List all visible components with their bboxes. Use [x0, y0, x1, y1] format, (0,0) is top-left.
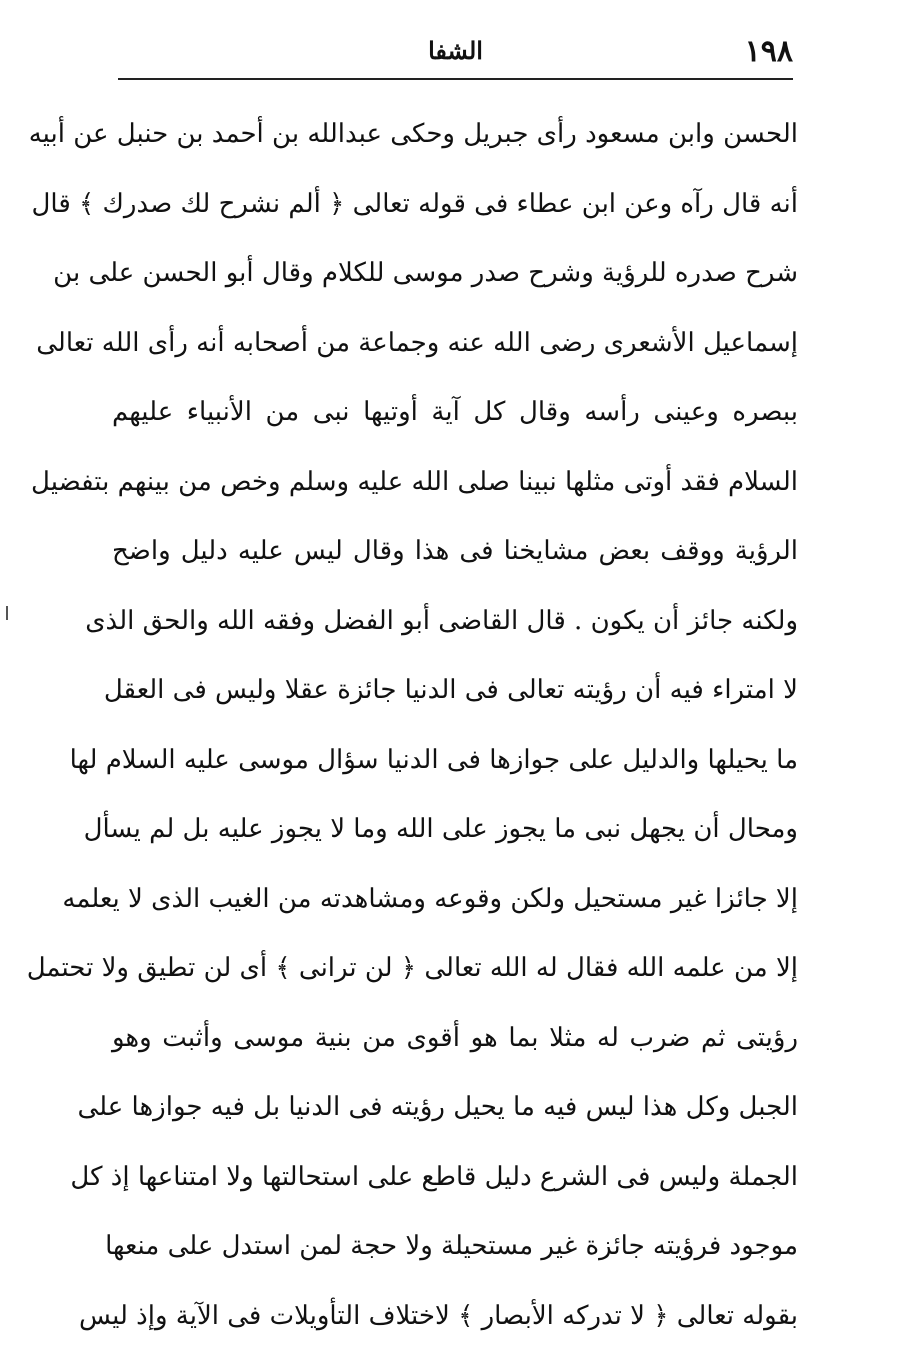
running-title: الشفا	[118, 36, 793, 65]
text-line: موجود فرؤيته جائزة غير مستحيلة ولا حجة لمن استدل على منعها	[112, 1212, 798, 1282]
page-number: ١٩٨	[745, 34, 793, 69]
text-line: ولكنه جائز أن يكون . قال القاضى أبو الفضل وفقه الله والحق الذى	[112, 587, 798, 657]
text-line: بقوله تعالى ﴿ لا تدركه الأبصار ﴾ لاختلاف التأويلات فى الآية وإذ ليس	[112, 1282, 798, 1351]
body-text	[112, 100, 798, 1351]
text-line: إلا جائزا غير مستحيل ولكن وقوعه ومشاهدته من الغيب الذى لا يعلمه	[112, 865, 798, 935]
text-line: الجملة وليس فى الشرع دليل قاطع على استحالتها ولا امتناعها إذ كل	[112, 1143, 798, 1213]
text-line: السلام فقد أوتى مثلها نبينا صلى الله عليه وسلم وخص من بينهم بتفضيل	[112, 448, 798, 518]
text-line: الجبل وكل هذا ليس فيه ما يحيل رؤيته فى الدنيا بل فيه جوازها على	[112, 1073, 798, 1143]
text-line: رؤيتى ثم ضرب له مثلا بما هو أقوى من بنية موسى وأثبت وهو	[112, 1004, 798, 1074]
text-line: أنه قال رآه وعن ابن عطاء فى قوله تعالى ﴿ ألم نشرح لك صدرك ﴾ قال	[112, 170, 798, 240]
text-line: إلا من علمه الله فقال له الله تعالى ﴿ لن ترانى ﴾ أى لن تطيق ولا تحتمل	[112, 934, 798, 1004]
page-header	[118, 28, 793, 78]
text-line: شرح صدره للرؤية وشرح صدر موسى للكلام وقال أبو الحسن على بن	[112, 239, 798, 309]
text-line: الحسن وابن مسعود رأى جبريل وحكى عبدالله بن أحمد بن حنبل عن أبيه	[112, 100, 798, 170]
text-line: إسماعيل الأشعرى رضى الله عنه وجماعة من أصحابه أنه رأى الله تعالى	[112, 309, 798, 379]
text-line: ومحال أن يجهل نبى ما يجوز على الله وما لا يجوز عليه بل لم يسأل	[112, 795, 798, 865]
text-line: الرؤية ووقف بعض مشايخنا فى هذا وقال ليس عليه دليل واضح	[112, 517, 798, 587]
text-line: ما يحيلها والدليل على جوازها فى الدنيا سؤال موسى عليه السلام لها	[112, 726, 798, 796]
header-rule	[118, 78, 793, 80]
text-line: ببصره وعينى رأسه وقال كل آية أوتيها نبى من الأنبياء عليهم	[112, 378, 798, 448]
text-line: لا امتراء فيه أن رؤيته تعالى فى الدنيا جائزة عقلا وليس فى العقل	[112, 656, 798, 726]
scan-margin-mark	[6, 606, 8, 620]
